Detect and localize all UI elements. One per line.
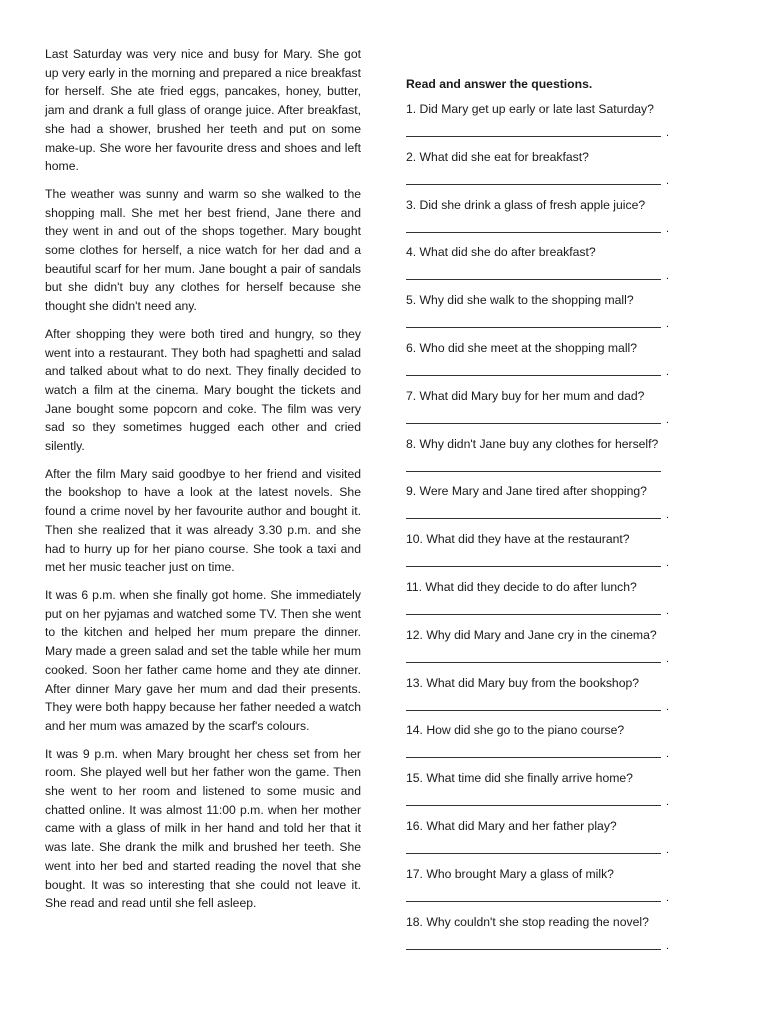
answer-period: . — [665, 557, 669, 570]
answer-period: . — [665, 509, 669, 522]
question-text: 1. Did Mary get up early or late last Saturday? — [406, 102, 654, 116]
question-text: 4. What did she do after breakfast? — [406, 245, 596, 260]
question-3 — [406, 196, 676, 244]
question-16 — [406, 817, 676, 865]
answer-period: . — [665, 843, 669, 856]
question-text: 18. Why couldn't she stop reading the novel? — [406, 914, 649, 929]
questions-section — [406, 75, 676, 960]
answer-period: . — [665, 413, 669, 426]
answer-line[interactable] — [406, 409, 669, 426]
answer-line[interactable] — [406, 648, 669, 665]
answer-line[interactable] — [406, 313, 669, 331]
question-13 — [406, 674, 676, 722]
answer-period: . — [665, 652, 669, 665]
question-6 — [406, 339, 676, 387]
answer-period: . — [665, 318, 669, 331]
question-text: 16. What did Mary and her father play? — [406, 818, 617, 833]
question-17 — [406, 865, 676, 913]
question-text: 8. Why didn't Jane buy any clothes for herself? — [406, 436, 659, 451]
question-text: 6. Who did she meet at the shopping mall? — [406, 340, 638, 355]
story-paragraph-6: It was 9 p.m. when Mary brought her chess set from her room. She played well but her father won the game. Then she went to her room and listened to some music and chatted online. It was almost 11:00 p.m. when her mother came with a glass of milk in her hand and told her that it was late. She drank the milk and brushed her teeth. She went into her bed and started reading the novel that she bought. It was so interesting that she could not leave it. She read and read until she fell asleep. — [45, 746, 361, 911]
question-text: 12. Why did Mary and Jane cry in the cinema? — [406, 627, 657, 642]
question-text: 7. What did Mary buy for her mum and dad? — [406, 388, 645, 403]
question-15 — [406, 769, 676, 817]
answer-line[interactable] — [406, 170, 669, 187]
question-text: 9. Were Mary and Jane tired after shopping? — [406, 484, 647, 499]
answer-line[interactable] — [406, 887, 669, 904]
question-2 — [406, 148, 676, 196]
answer-line[interactable] — [406, 839, 669, 856]
story-paragraph-4: After the film Mary said goodbye to her friend and visited the bookshop to have a look at the latest novels. She found a crime novel by her favourite author and bought it. Then she realized that it was already 3.30 p.m. and she had to hurry up for her piano course. She took a taxi and met her music teacher just on time. — [45, 466, 361, 575]
story-text — [45, 45, 361, 922]
question-text: 2. What did she eat for breakfast? — [406, 149, 589, 164]
answer-period: . — [665, 891, 669, 904]
question-4 — [406, 243, 676, 291]
answer-period: . — [665, 604, 669, 617]
question-text: 14. How did she go to the piano course? — [406, 723, 625, 738]
story-paragraph-5: It was 6 p.m. when she finally got home. She immediately put on her pyjamas and watched some TV. Then she went to the kitchen and helped her mum prepare the dinner. Mary made a green salad and set the table while her mum cooked. Soon her father came home and they ate dinner. After dinner Mary gave her mum and dad their presents. They were both happy because her father needed a watch and her mum was amazed by the scarf's colours. — [45, 587, 361, 733]
answer-line[interactable] — [406, 743, 669, 761]
question-text: 5. Why did she walk to the shopping mall? — [406, 293, 634, 308]
answer-period: . — [665, 222, 669, 235]
questions-heading: Read and answer the questions. — [406, 77, 593, 91]
story-paragraph-2: The weather was sunny and warm so she walked to the shopping mall. She met her best friend, Jane there and they went in and out of the shops together. Mary bought some clothes for herself, a nice watch for her dad and a beautiful scarf for her mum. Jane bought a pair of sandals but she didn't buy any clothes for herself because she thought she didn't need any. — [45, 186, 361, 314]
story-paragraph-1: Last Saturday was very nice and busy for Mary. She got up very early in the morning and prepared a nice breakfast for herself. She ate fried eggs, pancakes, honey, butter, jam and drank a full glass of orange juice. After breakfast, she had a shower, brushed her teeth and put on some make-up. She wore her favourite dress and shoes and left home. — [45, 47, 361, 174]
question-text: 3. Did she drink a glass of fresh apple juice? — [406, 197, 646, 212]
answer-line[interactable] — [406, 600, 669, 617]
question-10 — [406, 530, 676, 578]
answer-period: . — [665, 270, 669, 283]
story-paragraph-3: After shopping they were both tired and hungry, so they went into a restaurant. They both had spaghetti and salad and talked about what to do next. They finally decided to watch a film at the cinema. Mary bought the tickets and Jane bought some popcorn and coke. The film was very sad so they sometimes hugged each other and cried silently. — [45, 326, 361, 454]
question-5 — [406, 291, 676, 339]
question-18 — [406, 913, 676, 961]
question-text: 17. Who brought Mary a glass of milk? — [406, 866, 614, 881]
question-11 — [406, 578, 676, 626]
question-text: 11. What did they decide to do after lunch? — [406, 579, 637, 594]
answer-line[interactable] — [406, 457, 661, 472]
answer-line[interactable] — [406, 218, 669, 235]
question-text: 13. What did Mary buy from the bookshop? — [406, 675, 640, 690]
answer-line[interactable] — [406, 696, 669, 713]
answer-line[interactable] — [406, 935, 669, 952]
answer-line[interactable] — [406, 552, 669, 570]
answer-period: . — [665, 939, 669, 952]
question-12 — [406, 626, 676, 674]
question-1 — [406, 100, 676, 148]
answer-period: . — [665, 365, 669, 378]
question-14 — [406, 721, 676, 769]
answer-line[interactable] — [406, 504, 669, 522]
answer-line[interactable] — [406, 122, 669, 139]
answer-period: . — [665, 700, 669, 713]
question-text: 10. What did they have at the restaurant? — [406, 532, 630, 547]
answer-line[interactable] — [406, 361, 669, 378]
answer-line[interactable] — [406, 791, 669, 809]
answer-period: . — [665, 796, 669, 809]
question-text: 15. What time did she finally arrive home? — [406, 771, 633, 786]
answer-period: . — [665, 174, 669, 187]
question-9 — [406, 482, 676, 530]
answer-period: . — [665, 127, 669, 139]
question-7 — [406, 387, 676, 435]
question-8 — [406, 435, 676, 483]
answer-line[interactable] — [406, 265, 669, 283]
answer-period: . — [665, 748, 669, 761]
